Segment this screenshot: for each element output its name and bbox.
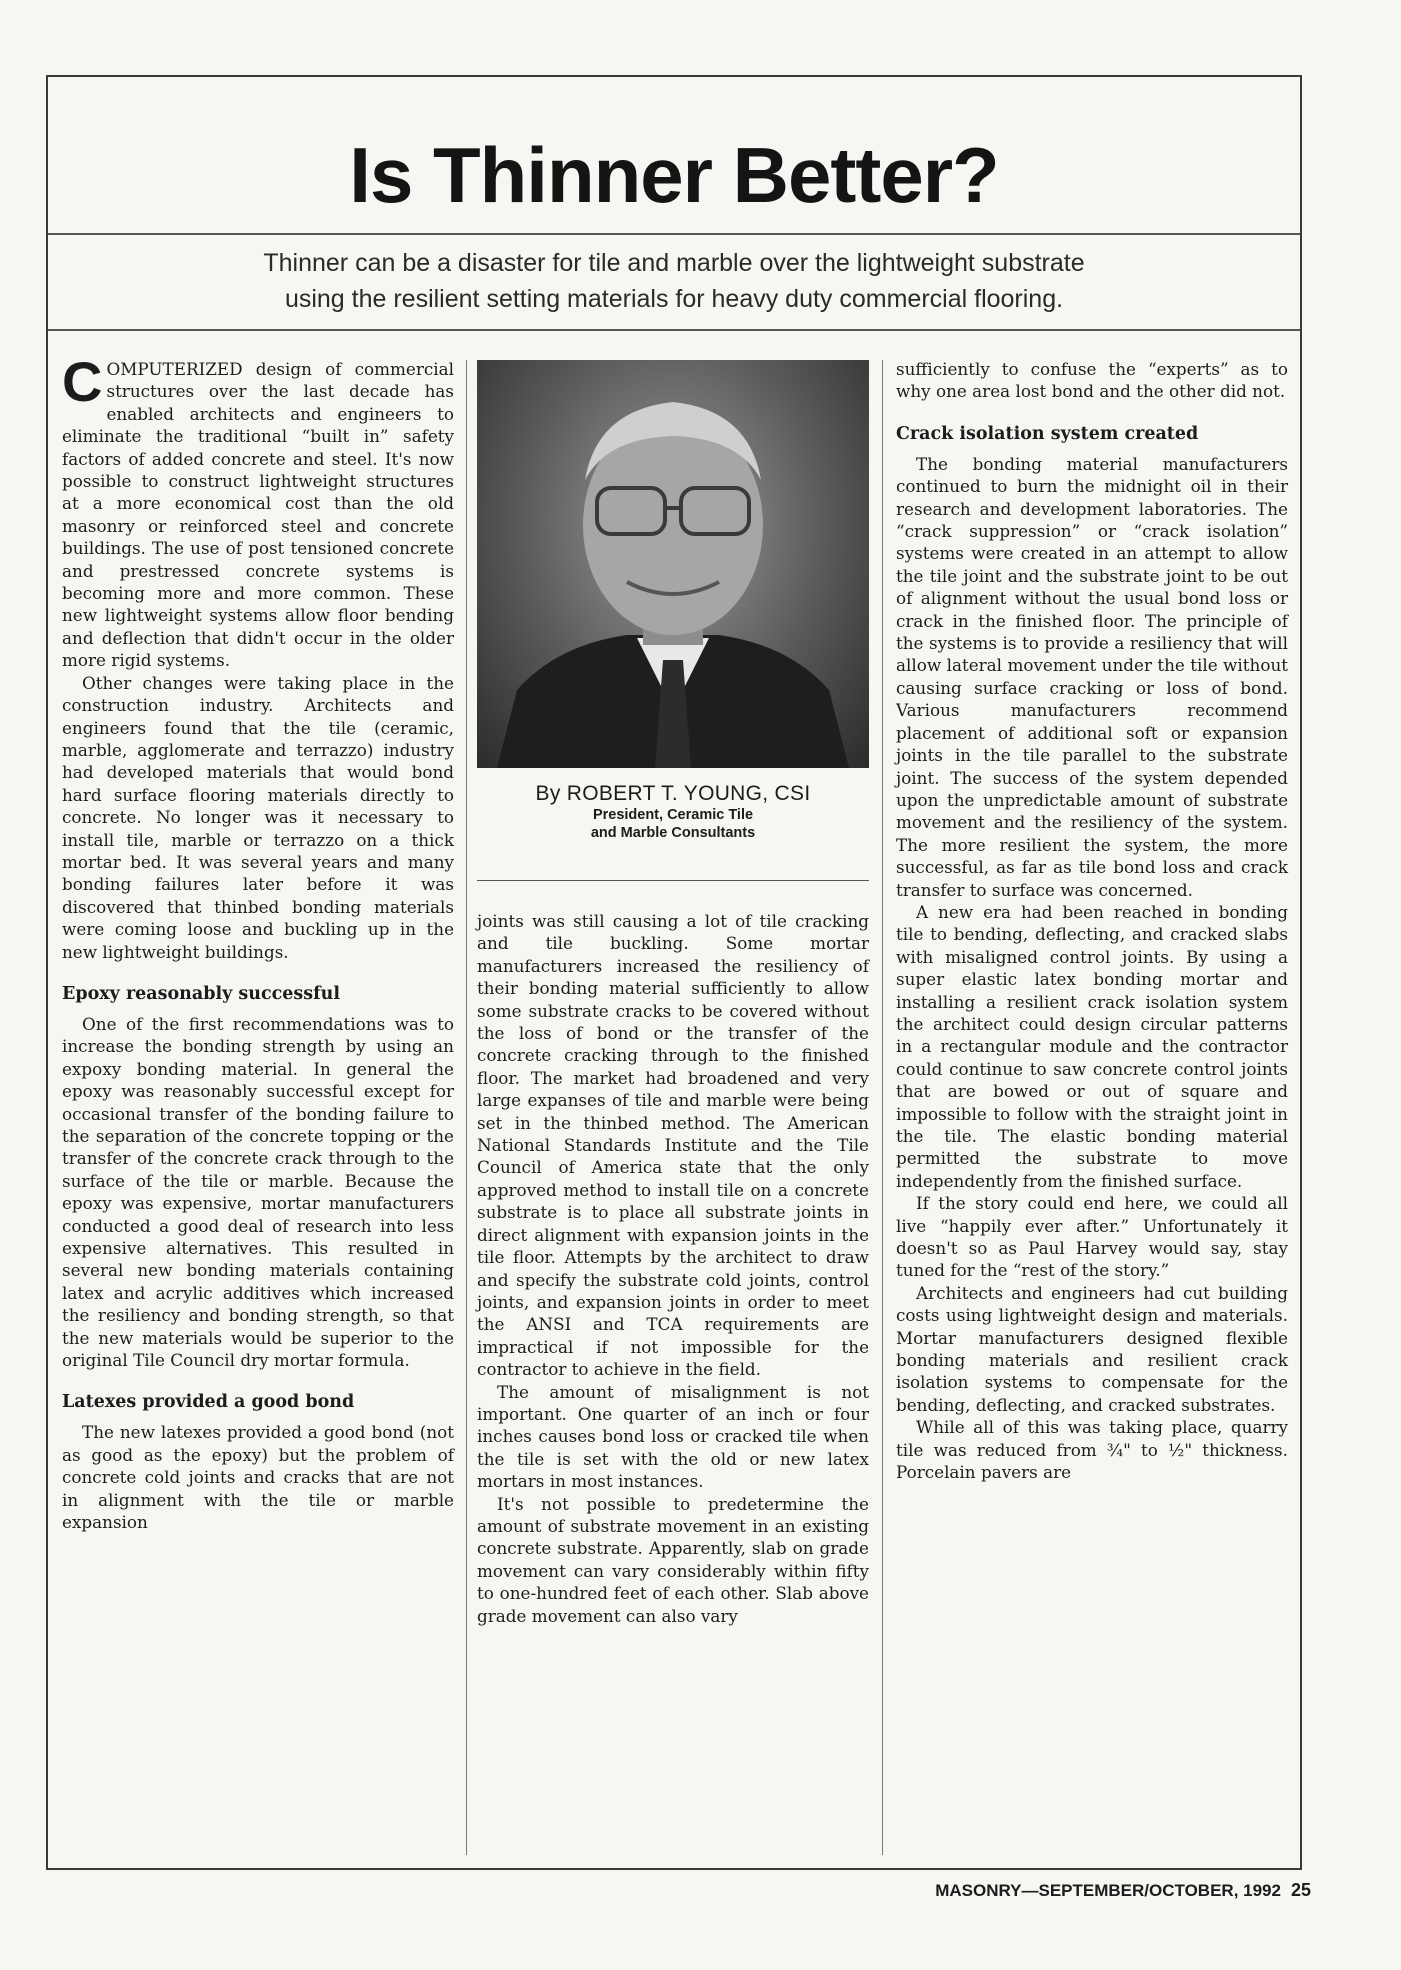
section-heading-crack-isolation: Crack isolation system created — [896, 423, 1199, 444]
publication-line: MASONRY—SEPTEMBER/OCTOBER, 1992 — [935, 1881, 1281, 1900]
section-heading-latexes: Latexes provided a good bond — [62, 1392, 355, 1413]
byline — [477, 782, 869, 842]
col2-paragraph-1: joints was still causing a lot of tile cracking and tile buckling. Some mortar manufacturers increased the resiliency of their bonding material sufficiently to allow some substrate cracks to be covered without the loss of bond or the transfer of the concrete cracking through to the finished floor. The market had broadened and very large expanses of tile and marble were being set in the thinbed method. The American National Standards Institute and the Tile Council of America state that the only approved method to install tile on a concrete substrate is to place all substrate joints in direct alignment with expansion joints in the tile floor. Attempts by the architect to draw and specify the substrate cold joints, control joints, and expansion joints in order to meet the ANSI and TCA requirements are impractical if not impossible for the contractor to achieve in the field. — [477, 911, 869, 1380]
author-name: By ROBERT T. YOUNG, CSI — [535, 782, 811, 805]
col3-paragraph-6: While all of this was taking place, quarry tile was reduced from ¾" to ½" thickness. Porcelain pavers are — [896, 1417, 1288, 1483]
col1-paragraph-4: The new latexes provided a good bond (not as good as the epoxy) but the problem of concrete cold joints and cracks that are not in alignment with the tile or marble expansion — [62, 1422, 454, 1533]
title-divider — [48, 233, 1300, 235]
article-title: Is Thinner Better? — [349, 131, 999, 219]
col3-paragraph-4: If the story could end here, we could all live “happily ever after.” Unfortunately it doesn't so as Paul Harvey would say, stay tuned for the “rest of the story.” — [896, 1193, 1288, 1281]
subtitle-line-2: using the resilient setting materials for heavy duty commercial flooring. — [284, 285, 1064, 313]
col1-paragraph-3: One of the first recommendations was to increase the bonding strength by using an expoxy bonding material. In general the epoxy was reasonably successful except for occasional transfer of the bonding failure to the separation of the concrete topping or the transfer of the concrete crack through to the surface of the tile or marble. Because the epoxy was expensive, mortar manufacturers conducted a good deal of research into less expensive alternatives. This resulted in several new bonding materials containing latex and acrylic additives which increased the resiliency and bonding strength, so that the new materials would be superior to the original Tile Council dry mortar formula. — [62, 1013, 454, 1371]
article-subtitle — [48, 245, 1300, 317]
col1-paragraph-2: Other changes were taking place in the construction industry. Architects and engineers found that the tile (ceramic, marble, agglomerate and terrazzo) industry had developed materials that would bond hard surface flooring materials directly to concrete. No longer was it necessary to install tile, marble or terrazzo on a thick mortar bed. It was several years and many bonding failures later before it was discovered that thinbed bonding materials were coming loose and buckling up in the new lightweight buildings. — [62, 672, 454, 962]
page-footer — [935, 1880, 1311, 1901]
section-heading-epoxy: Epoxy reasonably successful — [62, 983, 340, 1004]
column-2 — [477, 910, 869, 1627]
column-divider-2 — [882, 360, 883, 1855]
column-3 — [896, 358, 1288, 1484]
col3-paragraph-3: A new era had been reached in bonding tile to bending, deflecting, and cracked slabs with misaligned control joints. By using a super elastic latex bonding mortar and installing a resilient crack isolation system the architect could design circular patterns in a rectangular module and the contractor could continue to saw concrete control joints that are bowed or out of square and impossible to follow with the straight joint in the tile. The elastic bonding material permitted the substrate to move independently from the finished surface. — [896, 901, 1288, 1191]
portrait-illustration — [477, 360, 869, 768]
page-number: 25 — [1290, 1880, 1311, 1900]
column-1 — [62, 350, 454, 1534]
author-title-line-1: President, Ceramic Tile — [592, 807, 754, 823]
author-title-line-2: and Marble Consultants — [590, 825, 756, 841]
byline-divider — [477, 880, 869, 881]
col3-paragraph-1: sufficiently to confuse the “experts” as to why one area lost bond and the other did not. — [896, 359, 1288, 402]
col1-paragraph-1 — [62, 350, 454, 672]
col3-paragraph-5: Architects and engineers had cut building costs using lightweight design and materials. Mortar manufacturers designed flexible bonding materials and resilient crack isolation systems to compensate for the bending, deflecting, and cracked substrates. — [896, 1282, 1288, 1415]
col1-paragraph-1-text: OMPUTERIZED design of commercial structures over the last decade has enabled architects and engineers to eliminate the traditional “built in” safety factors of added concrete and steel. It's now possible to construct lightweight structures at a more economical cost than the old masonry or reinforced steel and concrete buildings. The use of post tensioned concrete and prestressed concrete systems is becoming more and more common. These new lightweight systems allow floor bending and deflection that didn't occur in the older more rigid systems. — [62, 359, 454, 671]
col3-paragraph-2: The bonding material manufacturers continued to burn the midnight oil in their research and development laboratories. The “crack suppression” or “crack isolation” systems were created in an attempt to allow the tile joint and the substrate joint to be out of alignment without the usual bond loss or crack in the finished floor. The principle of the systems is to provide a resiliency that will allow lateral movement under the tile without causing surface cracking or loss of bond. Various manufacturers recommend placement of additional soft or expansion joints in the tile parallel to the substrate joint. The success of the system depended upon the unpredictable amount of substrate movement and the resiliency of the system. The more resilient the system, the more successful, as far as tile bond loss and crack transfer to surface was concerned. — [896, 453, 1288, 900]
author-portrait-photo — [477, 360, 869, 768]
subtitle-divider — [48, 329, 1300, 331]
subtitle-line-1: Thinner can be a disaster for tile and marble over the lightweight substrate — [263, 249, 1085, 277]
column-divider-1 — [466, 360, 467, 1855]
drop-cap: C — [62, 350, 103, 413]
col2-paragraph-3: It's not possible to predetermine the amount of substrate movement in an existing concrete substrate. Apparently, slab on grade movement can vary considerably within fifty to one-hundred feet of each other. Slab above grade movement can also vary — [477, 1493, 869, 1626]
col2-paragraph-2: The amount of misalignment is not important. One quarter of an inch or four inches causes bond loss or cracked tile when the tile is set with the old or new latex mortars in most instances. — [477, 1381, 869, 1492]
